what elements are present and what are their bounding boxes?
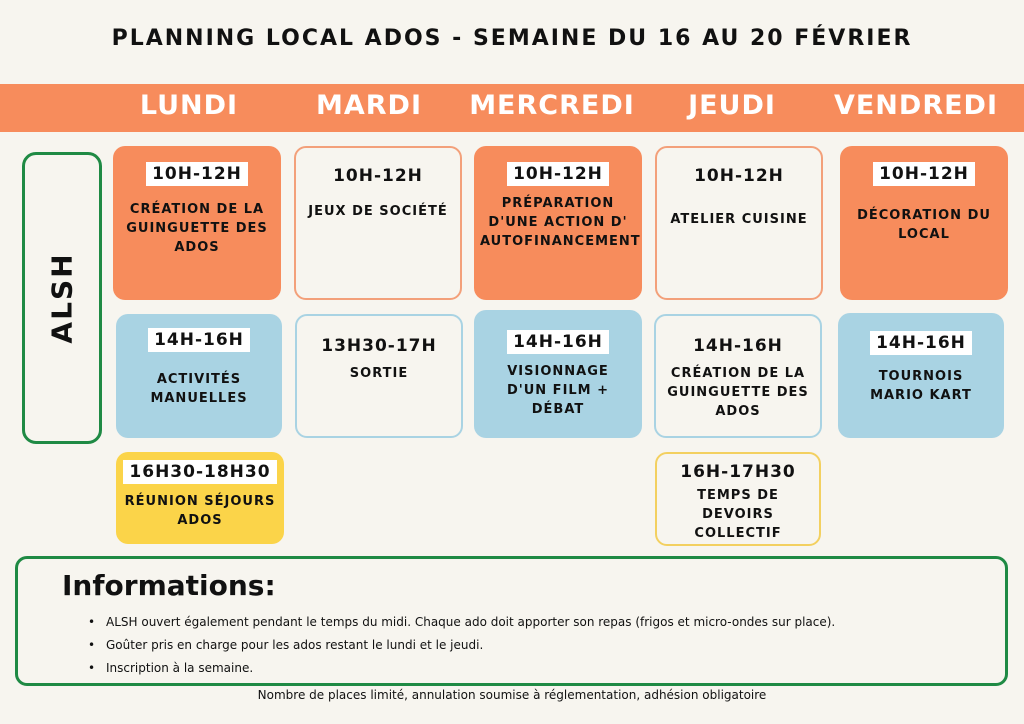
info-box [15, 556, 1008, 686]
activity-card-mercredi-2 [474, 310, 642, 438]
activity-label: PRÉPARATION D'UNE ACTION D' AUTOFINANCEMENT [480, 196, 641, 249]
activity-card-jeudi-2 [654, 314, 822, 438]
day-lundi: LUNDI [139, 90, 239, 121]
info-list [88, 611, 835, 680]
activity-label: TOURNOIS MARIO KART [870, 369, 972, 403]
activity-card-mardi-1 [294, 146, 462, 300]
info-item: • Inscription à la semaine. [88, 657, 835, 680]
activity-label: CRÉATION DE LA GUINGUETTE DES ADOS [667, 366, 809, 419]
activity-card-lundi-3 [116, 452, 284, 544]
activity-label: DÉCORATION DU LOCAL [857, 208, 991, 242]
day-jeudi: JEUDI [688, 90, 776, 121]
activity-time: 10H-12H [507, 162, 609, 186]
day-vendredi: VENDREDI [833, 90, 999, 121]
activity-time: 14H-16H [693, 336, 783, 356]
info-item: • Goûter pris en charge pour les ados restant le lundi et le jeudi. [88, 634, 835, 657]
page-title: PLANNING LOCAL ADOS - SEMAINE DU 16 AU 20 FÉVRIER [111, 26, 913, 51]
days-header [0, 84, 1024, 132]
activity-time: 13H30-17H [321, 336, 437, 356]
day-mercredi: MERCREDI [469, 90, 635, 121]
activity-label: SORTIE [349, 366, 409, 381]
activity-time: 10H-12H [333, 166, 423, 186]
day-mardi: MARDI [315, 90, 422, 121]
activity-label: CRÉATION DE LA GUINGUETTE DES ADOS [126, 202, 268, 255]
activity-label: VISIONNAGE D'UN FILM + DÉBAT [506, 364, 610, 417]
info-heading: Informations: [62, 569, 276, 602]
activity-card-vendredi-2 [838, 313, 1004, 438]
alsh-section-label [22, 152, 102, 444]
footer-note: Nombre de places limité, annulation soumise à réglementation, adhésion obligatoire [257, 688, 767, 702]
activity-label: ATELIER CUISINE [670, 212, 808, 227]
activity-card-jeudi-3 [655, 452, 821, 546]
activity-time: 10H-12H [694, 166, 784, 186]
activity-card-vendredi-1 [840, 146, 1008, 300]
activity-time: 16H30-18H30 [123, 460, 276, 484]
activity-card-lundi-1 [113, 146, 281, 300]
activity-time: 14H-16H [870, 331, 972, 355]
activity-card-mercredi-1 [474, 146, 642, 300]
activity-label: JEUX DE SOCIÉTÉ [308, 204, 448, 219]
activity-label: ACTIVITÉS MANUELLES [150, 372, 248, 406]
activity-card-lundi-2 [116, 314, 282, 438]
activity-time: 14H-16H [507, 330, 609, 354]
activity-time: 14H-16H [148, 328, 250, 352]
activity-label: TEMPS DE DEVOIRS COLLECTIF [694, 488, 782, 541]
alsh-label-text: ALSH [45, 252, 79, 344]
activity-time: 10H-12H [146, 162, 248, 186]
activity-time: 16H-17H30 [680, 462, 796, 482]
activity-time: 10H-12H [873, 162, 975, 186]
activity-label: RÉUNION SÉJOURS ADOS [124, 494, 276, 528]
activity-card-jeudi-1 [655, 146, 823, 300]
activity-card-mardi-2 [295, 314, 463, 438]
info-item: • ALSH ouvert également pendant le temps du midi. Chaque ado doit apporter son repas (frigos et micro-ondes sur place). [88, 611, 835, 634]
